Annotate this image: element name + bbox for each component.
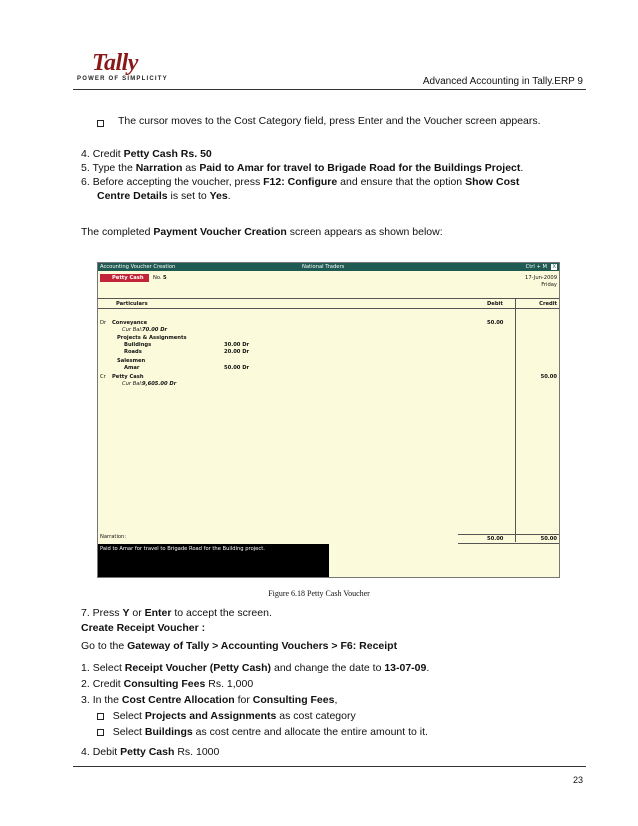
col-credit: Credit <box>539 301 557 307</box>
voucher-day: Friday <box>541 282 557 288</box>
close-icon[interactable]: X <box>552 264 556 270</box>
cr-amount[interactable]: 50.00 <box>540 374 557 380</box>
cr-curbal: 9,605.00 Dr <box>142 381 177 387</box>
step-4: 4. Credit Petty Cash Rs. 50 <box>81 148 212 160</box>
voucher-no: 5 <box>163 275 167 281</box>
cost-centre-amar-amount: 50.00 Dr <box>224 365 250 371</box>
cost-centre-roads-amount: 20.00 Dr <box>224 349 250 355</box>
debit-credit-divider <box>515 298 516 542</box>
header-rule <box>73 89 586 90</box>
screen-title: Accounting Voucher Creation <box>100 264 176 270</box>
page-number: 23 <box>572 775 583 785</box>
company-name: National Traders <box>302 264 345 270</box>
cr-curbal-label: Cur Bal: <box>122 381 143 387</box>
cost-centre-buildings-amount: 30.00 Dr <box>224 342 250 348</box>
cr-label: Cr <box>100 374 106 380</box>
step-6: 6. Before accepting the voucher, press F12: Configure and ensure that the option Show Cost <box>81 176 520 188</box>
step-7: 7. Press Y or Enter to accept the screen. <box>81 607 272 619</box>
voucher-no-label: No. <box>153 275 162 281</box>
dr-curbal-label: Cur Bal: <box>122 327 143 333</box>
receipt-heading: Create Receipt Voucher : <box>81 622 206 634</box>
narration-label: Narration: <box>100 534 127 540</box>
totals-top-rule <box>458 534 559 535</box>
logo-tagline: POWER OF SIMPLICITY <box>77 76 168 82</box>
completed-screen-text: The completed Payment Voucher Creation screen appears as shown below: <box>81 226 443 238</box>
columns-bottom-rule <box>98 308 559 309</box>
cr-ledger[interactable]: Petty Cash <box>112 374 144 380</box>
narration-field[interactable] <box>98 544 329 577</box>
receipt-step-2: 2. Credit Consulting Fees Rs. 1,000 <box>81 678 254 690</box>
sub-bullet-2: Select Buildings as cost centre and allocate the entire amount to it. <box>81 725 591 745</box>
cost-centre-buildings: Buildings <box>124 342 152 348</box>
receipt-step-3: 3. In the Cost Centre Allocation for Consulting Fees, <box>81 694 338 706</box>
voucher-type-label: Petty Cash <box>100 274 149 282</box>
total-debit: 50.00 <box>487 536 504 542</box>
cost-centre-roads: Roads <box>124 349 142 355</box>
ctrl-m-shortcut[interactable]: Ctrl + M <box>525 264 547 270</box>
bullet-icon <box>97 729 104 736</box>
bullet-icon <box>97 116 104 130</box>
voucher-screen <box>97 262 560 578</box>
step-5: 5. Type the Narration as Paid to Amar for travel to Brigade Road for the Buildings Project. <box>81 162 524 174</box>
document-title: Advanced Accounting in Tally.ERP 9 <box>422 76 583 87</box>
total-credit: 50.00 <box>540 536 557 542</box>
receipt-step-1: 1. Select Receipt Voucher (Petty Cash) and change the date to 13-07-09. <box>81 662 430 674</box>
dr-label: Dr <box>100 320 107 326</box>
cost-category-1: Projects & Assignments <box>117 335 187 341</box>
gateway-path: Go to the Gateway of Tally > Accounting Vouchers > F6: Receipt <box>81 640 398 652</box>
intro-bullet-text: The cursor moves to the Cost Category field, press Enter and the Voucher screen appears. <box>118 115 541 127</box>
voucher-date[interactable]: 17-Jun-2009 <box>525 275 557 281</box>
col-debit: Debit <box>487 301 503 307</box>
cost-category-2: Salesmen <box>117 358 146 364</box>
totals-bottom-rule <box>458 543 559 544</box>
dr-amount[interactable]: 50.00 <box>487 320 504 326</box>
dr-curbal: 70.00 Dr <box>142 327 168 333</box>
columns-top-rule <box>98 298 559 299</box>
sub-bullet-1: Select Projects and Assignments as cost category <box>81 709 591 725</box>
tally-logo: Tally <box>92 50 138 76</box>
col-particulars: Particulars <box>116 301 148 307</box>
narration-text: Paid to Amar for travel to Brigade Road for the Building project. <box>100 546 265 552</box>
cost-centre-amar: Amar <box>124 365 140 371</box>
footer-rule <box>73 766 586 767</box>
steps-block-b <box>81 606 591 761</box>
receipt-step-4: 4. Debit Petty Cash Rs. 1000 <box>81 746 220 758</box>
figure-caption: Figure 6.18 Petty Cash Voucher <box>268 589 370 598</box>
step-6-continued: Centre Details is set to Yes. <box>97 190 231 202</box>
steps-block-a <box>81 147 591 203</box>
screen-title-bar <box>98 263 559 271</box>
bullet-icon <box>97 713 104 720</box>
dr-ledger[interactable]: Conveyance <box>112 320 148 326</box>
